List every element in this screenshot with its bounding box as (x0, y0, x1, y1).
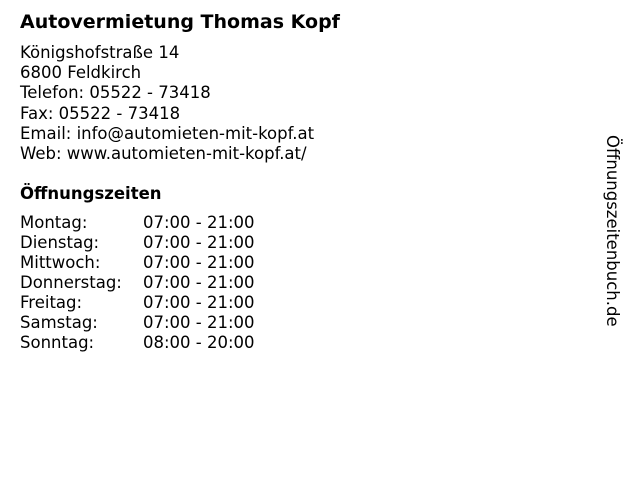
day-label: Freitag: (20, 293, 83, 312)
business-name: Autovermietung Thomas Kopf (20, 11, 340, 33)
address-block (20, 43, 314, 164)
day-label: Samstag: (20, 313, 98, 332)
time-range: 07:00 - 21:00 (143, 233, 255, 252)
city-line: 6800 Feldkirch (20, 63, 142, 83)
day-label: Sonntag: (20, 333, 95, 352)
email-line: Email: info@automieten-mit-kopf.at (20, 123, 315, 143)
time-range: 07:00 - 21:00 (143, 313, 255, 332)
time-range: 07:00 - 21:00 (143, 273, 255, 292)
day-label: Dienstag: (20, 233, 100, 252)
time-range: 07:00 - 21:00 (143, 213, 255, 232)
day-label: Donnerstag: (20, 273, 122, 292)
day-label: Montag: (20, 213, 88, 232)
day-label: Mittwoch: (20, 253, 101, 272)
web-line: Web: www.automieten-mit-kopf.at/ (20, 143, 307, 163)
fax-line: Fax: 05522 - 73418 (20, 103, 181, 123)
phone-line: Telefon: 05522 - 73418 (20, 83, 211, 103)
time-range: 07:00 - 21:00 (143, 293, 255, 312)
time-range: 08:00 - 20:00 (143, 333, 255, 352)
opening-hours-heading: Öffnungszeiten (20, 184, 162, 203)
time-range: 07:00 - 21:00 (143, 253, 255, 272)
street-line: Königshofstraße 14 (20, 43, 180, 62)
watermark-site-name: Öffnungszeitenbuch.de (603, 135, 622, 327)
